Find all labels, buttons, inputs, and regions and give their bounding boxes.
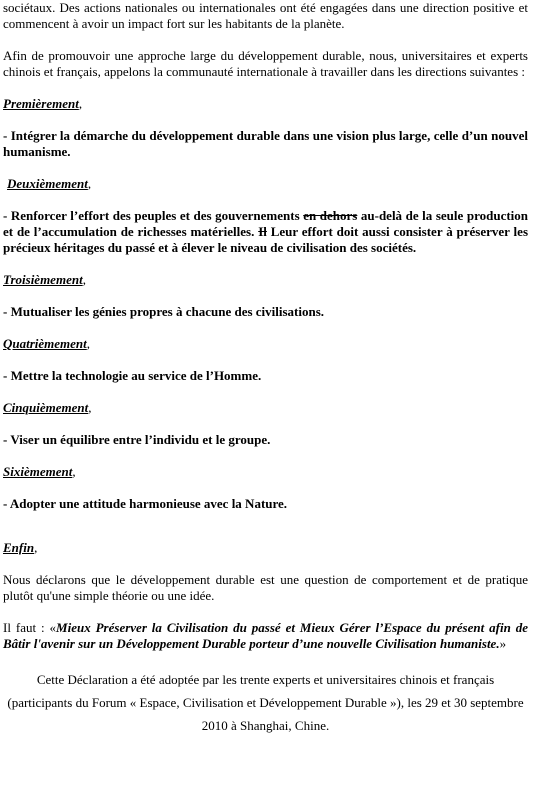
heading-quatriemement: Quatrièmement, — [3, 336, 91, 351]
heading-text: Quatrièmement — [3, 336, 87, 351]
declaration-page — [3, 0, 528, 737]
point-6: - Adopter une attitude harmonieuse avec la Nature. — [3, 496, 288, 511]
heading-cinquiemement: Cinquièmement, — [3, 400, 92, 415]
intro-paragraph: sociétaux. Des actions nationales ou internationales ont été engagées dans une direction positive et commencent à avoir un impact fort sur les habitants de la planète. — [3, 0, 528, 31]
footer-note: Cette Déclaration a été adoptée par les trente experts et universitaires chinois et français (participants du Forum « Espace, Civilisation et Développement Durable »), les 29 et 30 septembre 2010 à Shanghai, Chine. — [7, 672, 524, 733]
point-3: - Mutualiser les génies propres à chacune des civilisations. — [3, 304, 325, 319]
heading-text: Premièrement — [3, 96, 79, 111]
struck-text: Il — [258, 224, 267, 239]
heading-deuxiemement: Deuxièmement, — [7, 176, 92, 191]
heading-premierement: Premièrement, — [3, 96, 83, 111]
call-quote: Mieux Préserver la Civilisation du passé et Mieux Gérer l’Espace du présent afin de Bâtir l'avenir sur un Développement Durable porteur d’une nouvelle Civilisation humaniste. — [3, 620, 529, 651]
heading-sixiemement: Sixièmement, — [3, 464, 76, 479]
heading-text: Cinquièmement — [3, 400, 89, 415]
conclusion-paragraph: Nous déclarons que le développement durable est une question de comportement et de pratique plutôt qu'une simple théorie ou une idée. — [3, 572, 528, 603]
call-paragraph: Il faut : «Mieux Préserver la Civilisation du passé et Mieux Gérer l’Espace du présent afin de Bâtir l'avenir sur un Développement Durable porteur d’une nouvelle Civilisation humaniste.» — [3, 620, 529, 651]
heading-text: Deuxièmement — [7, 176, 88, 191]
struck-text: en dehors — [303, 208, 358, 223]
point-2: - Renforcer l’effort des peuples et des gouvernements en dehors au-delà de la seule production et de l’accumulation de richesses matérielles. Il Leur effort doit aussi consister à préserver les précieux héritages du passé et à élever le niveau de civilisation des sociétés. — [3, 208, 529, 255]
heading-enfin: Enfin, — [3, 540, 38, 555]
point-1: - Intégrer la démarche du développement durable dans une vision plus large, celle d’un nouvel humanisme. — [3, 128, 528, 159]
heading-text: Sixièmement — [3, 464, 73, 479]
heading-troisiemement: Troisièmement, — [3, 272, 86, 287]
appeal-paragraph: Afin de promouvoir une approche large du développement durable, nous, universitaires et experts chinois et français, appelons la communauté internationale à travailler dans les directions suivantes : — [3, 48, 528, 79]
point-5: - Viser un équilibre entre l’individu et le groupe. — [3, 432, 271, 447]
heading-text: Troisièmement — [3, 272, 83, 287]
point-4: - Mettre la technologie au service de l’Homme. — [3, 368, 262, 383]
heading-text: Enfin — [3, 540, 35, 555]
